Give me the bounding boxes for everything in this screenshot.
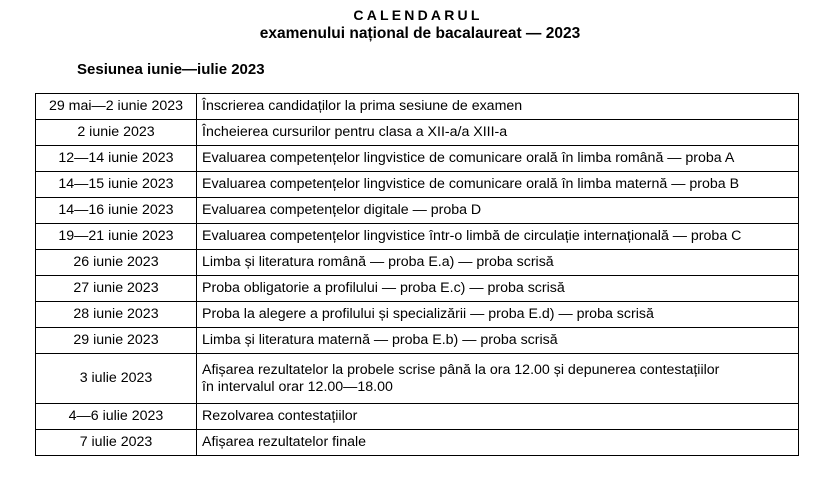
activity-cell: Proba obligatorie a profilului — proba E.c) — proba scrisă: [197, 276, 799, 302]
date-cell: 28 iunie 2023: [36, 302, 197, 328]
activity-cell: Înscrierea candidaților la prima sesiune de examen: [197, 94, 799, 120]
table-row: [36, 120, 799, 146]
date-cell: 4—6 iulie 2023: [36, 404, 197, 430]
date-cell: 26 iunie 2023: [36, 250, 197, 276]
table-row: [36, 224, 799, 250]
activity-cell: Încheierea cursurilor pentru clasa a XII-a/a XIII-a: [197, 120, 799, 146]
table-row: [36, 250, 799, 276]
page-subtitle: examenului național de bacalaureat — 2023: [259, 25, 581, 42]
table-row: [36, 198, 799, 224]
activity-cell: Afișarea rezultatelor finale: [197, 430, 799, 456]
activity-line: în intervalul orar 12.00—18.00: [202, 378, 393, 395]
date-cell: 19—21 iunie 2023: [36, 224, 197, 250]
activity-cell: Proba la alegere a profilului și specializării — proba E.d) — proba scrisă: [197, 302, 799, 328]
table-row: [36, 328, 799, 354]
activity-cell: Evaluarea competențelor lingvistice de comunicare orală în limba română — proba A: [197, 146, 799, 172]
activity-cell: Evaluarea competențelor lingvistice de comunicare orală în limba maternă — proba B: [197, 172, 799, 198]
page-title: CALENDARUL: [353, 7, 483, 23]
table-row: [36, 404, 799, 430]
table-row: [36, 276, 799, 302]
table-row: [36, 172, 799, 198]
date-cell: 14—16 iunie 2023: [36, 198, 197, 224]
table-row: [36, 94, 799, 120]
date-cell: 3 iulie 2023: [36, 354, 197, 404]
date-cell: 29 iunie 2023: [36, 328, 197, 354]
date-cell: 7 iulie 2023: [36, 430, 197, 456]
activity-cell: Evaluarea competențelor digitale — proba D: [197, 198, 799, 224]
activity-cell: Evaluarea competențelor lingvistice într-o limbă de circulație internațională — proba C: [197, 224, 799, 250]
date-cell: 2 iunie 2023: [36, 120, 197, 146]
activity-cell: Limba și literatura maternă — proba E.b) — proba scrisă: [197, 328, 799, 354]
activity-line: Afișarea rezultatelor la probele scrise până la ora 12.00 și depunerea contestațiilor: [202, 361, 720, 378]
date-cell: 27 iunie 2023: [36, 276, 197, 302]
table-row: [36, 302, 799, 328]
activity-cell: Rezolvarea contestațiilor: [197, 404, 799, 430]
date-cell: 29 mai—2 iunie 2023: [36, 94, 197, 120]
calendar-table: [35, 93, 799, 456]
date-cell: 12—14 iunie 2023: [36, 146, 197, 172]
activity-cell: [197, 354, 799, 404]
table-row: [36, 146, 799, 172]
activity-cell: Limba și literatura română — proba E.a) — proba scrisă: [197, 250, 799, 276]
date-cell: 14—15 iunie 2023: [36, 172, 197, 198]
table-row: [36, 430, 799, 456]
session-heading: Sesiunea iunie—iulie 2023: [77, 61, 265, 78]
table-row: [36, 354, 799, 404]
